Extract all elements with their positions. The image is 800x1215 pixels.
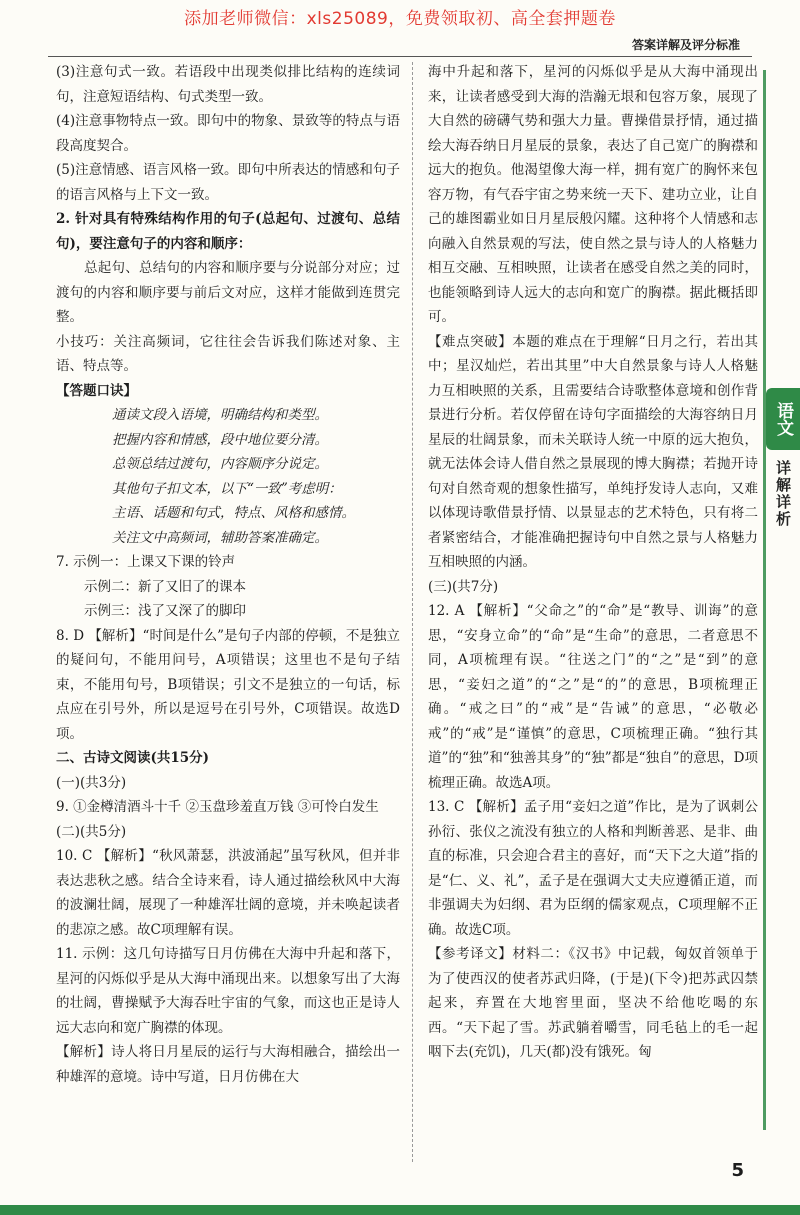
rhyme-line: 主语、话题和句式，特点、风格和感情。 — [112, 505, 355, 521]
paragraph: 【难点突破】本题的难点在于理解“日月之行，若出其中；星汉灿烂，若出其里”中大自然景象与诗人人格魅力互相映照的关系，且需要结合诗歌整体意境和创作背景进行分析。若仅停留在诗句字面描绘的大海容纳日月星辰的壮阔景象，而未关联诗人统一中原的远大抱负，就无法体会诗人借自然之景展现的博大胸襟；若抛开诗句对自然奇观的想象性描写，单纯抒发诗人志向，又难以体现诗歌借景抒情、以景显志的艺术特色，只有将二者紧密结合，才能准确把握诗句中自然之景与人格魅力互相映照的内涵。 — [428, 333, 758, 570]
rhyme-line: 总领总结过渡句，内容顺序分说定。 — [112, 456, 328, 472]
header-title: 答案详解及评分标准 — [631, 38, 740, 52]
bottom-strip — [0, 1205, 800, 1215]
side-accent-bar — [763, 70, 766, 1130]
rhyme-line: 把握内容和情感，段中地位要分清。 — [112, 431, 328, 448]
paragraph: 海中升起和落下，星河的闪烁似乎是从大海中涌现出来，让读者感受到大海的浩瀚无垠和包容万象，展现了大自然的磅礴气势和强大力量。曹操借景抒情，通过描绘大海吞纳日月星辰的景象，表达了自己宽广的胸襟和远大的抱负。他渴望像大海一样，拥有宽广的胸怀来包容万物，有气吞宇宙之势来统一天下、建功立业，让自己的雄图霸业如日月星辰般闪耀。这种将个人情感和志向融入自然景观的写法，使自然之景与诗人的人格魅力相互交融、互相映照，让读者在感受自然之美的同时，也能领略到诗人远大的志向和宽广的胸襟。据此概括即可。 — [428, 64, 758, 325]
rhyme-line: 其他句子扣文本，以下“一致”考虑明： — [112, 480, 342, 497]
answer-line: 示例三：浅了又深了的脚印 — [84, 603, 246, 619]
rhyme-line: 通读文段入语境，明确结构和类型。 — [112, 407, 328, 423]
section-heading: 二、古诗文阅读(共15分) — [56, 750, 210, 766]
section-label: 【答题口诀】 — [56, 382, 137, 399]
paragraph: 【参考译文】材料二：《汉书》中记载，匈奴首领单于为了使西汉的使者苏武归降，(于是)(下令)把苏武囚禁起来，弃置在大地窖里面，坚决不给他吃喝的东西。“天下起了雪。苏武躺着嚼雪，同毛毡上的毛一起咽下去(充饥)，几天(都)没有饿死。匈 — [428, 946, 758, 1060]
answer-item: 11. 示例：这几句诗描写日月仿佛在大海中升起和落下，星河的闪烁似乎是从大海中涌现出来。以想象写出了大海的壮阔，曹操赋予大海吞吐宇宙的气象，而这也正是诗人远大志向和宽广胸襟的体现。 — [56, 946, 400, 1036]
paragraph: 总起句、总结句的内容和顺序要与分说部分对应；过渡句的内容和顺序要与前后文对应，这样才能做到连贯完整。 — [56, 260, 400, 325]
answer-item: 【解析】诗人将日月星辰的运行与大海相融合，描绘出一种雄浑的意境。诗中写道，日月仿佛在大 — [56, 1044, 400, 1085]
watermark: 添加老师微信：xls25089，免费领取初、高全套押题卷 — [184, 9, 616, 29]
rhyme-line: 关注文中高频词，辅助答案准确定。 — [112, 529, 328, 546]
subsection-heading: (三)(共7分) — [428, 578, 499, 595]
paragraph: (3)注意句式一致。若语段中出现类似排比结构的连续词句，注意短语结构、句式类型一致。 — [56, 64, 400, 105]
right-column — [428, 60, 758, 1065]
subsection-heading: (一)(共3分) — [56, 774, 127, 791]
left-column — [56, 60, 400, 1089]
answer-item: 12. A 【解析】“父命之”的“命”是“教导、训诲”的意思，“安身立命”的“命”是“生命”的意思，二者意思不同，A项梳理有误。“往送之门”的“之”是“到”的意思，“妾妇之道”的“之”是“的”的意思，B项梳理正确。“戒之曰”的“戒”是“告诫”的意思，“必敬必戒”的“戒”是“谨慎”的意思，C项梳理正确。“独行其道”的“独”和“独善其身”的“独”都是“独自”的意思，D项梳理正确。故选A项。 — [428, 603, 758, 791]
paragraph: 小技巧：关注高频词，它往往会告诉我们陈述对象、主语、特点等。 — [56, 333, 400, 374]
answer-item: 10. C 【解析】“秋风萧瑟，洪波涌起”虽写秋风，但并非表达悲秋之感。结合全诗来看，诗人通过描绘秋风中大海的波澜壮阔，展现了一种雄浑壮阔的意境，并未唤起读者的悲凉之感。故C项理解有误。 — [56, 848, 400, 938]
answer-line: 7. 示例一：上课又下课的铃声 — [56, 554, 236, 570]
section-label-vertical: 详解详析 — [774, 460, 792, 528]
subsection-heading: (二)(共5分) — [56, 823, 127, 840]
column-divider — [412, 62, 413, 1162]
header-divider — [48, 56, 752, 57]
paragraph: 2. 针对具有特殊结构作用的句子(总起句、过渡句、总结句)，要注意句子的内容和顺序： — [56, 211, 400, 252]
page-number: 5 — [731, 1160, 744, 1181]
answer-item: 9. ①金樽清酒斗十千 ②玉盘珍羞直万钱 ③可怜白发生 — [56, 799, 379, 815]
answer-item: 8. D 【解析】“时间是什么”是句子内部的停顿，不是独立的疑问句，不能用问号，A项错误；这里也不是句子结束，不能用句号，B项错误；引文不是独立的一句话，标点应在引号外，所以是逗号在引号外，C项错误。故选D项。 — [56, 627, 400, 742]
answer-line: 示例二：新了又旧了的课本 — [84, 578, 246, 595]
paragraph: (5)注意情感、语言风格一致。即句中所表达的情感和句子的语言风格与上下文一致。 — [56, 162, 400, 203]
subject-tab: 语文 — [766, 388, 800, 450]
paragraph: (4)注意事物特点一致。即句中的物象、景致等的特点与语段高度契合。 — [56, 113, 400, 154]
answer-item: 13. C 【解析】孟子用“妾妇之道”作比，是为了讽刺公孙衍、张仪之流没有独立的人格和判断善恶、是非、曲直的标准，只会迎合君主的喜好，而“天下之大道”指的是“仁、义、礼”，孟子是在强调大丈夫应遵循正道，而非强调夫为妇纲、君为臣纲的儒家观点，C项理解不正确。故选C项。 — [428, 799, 758, 938]
